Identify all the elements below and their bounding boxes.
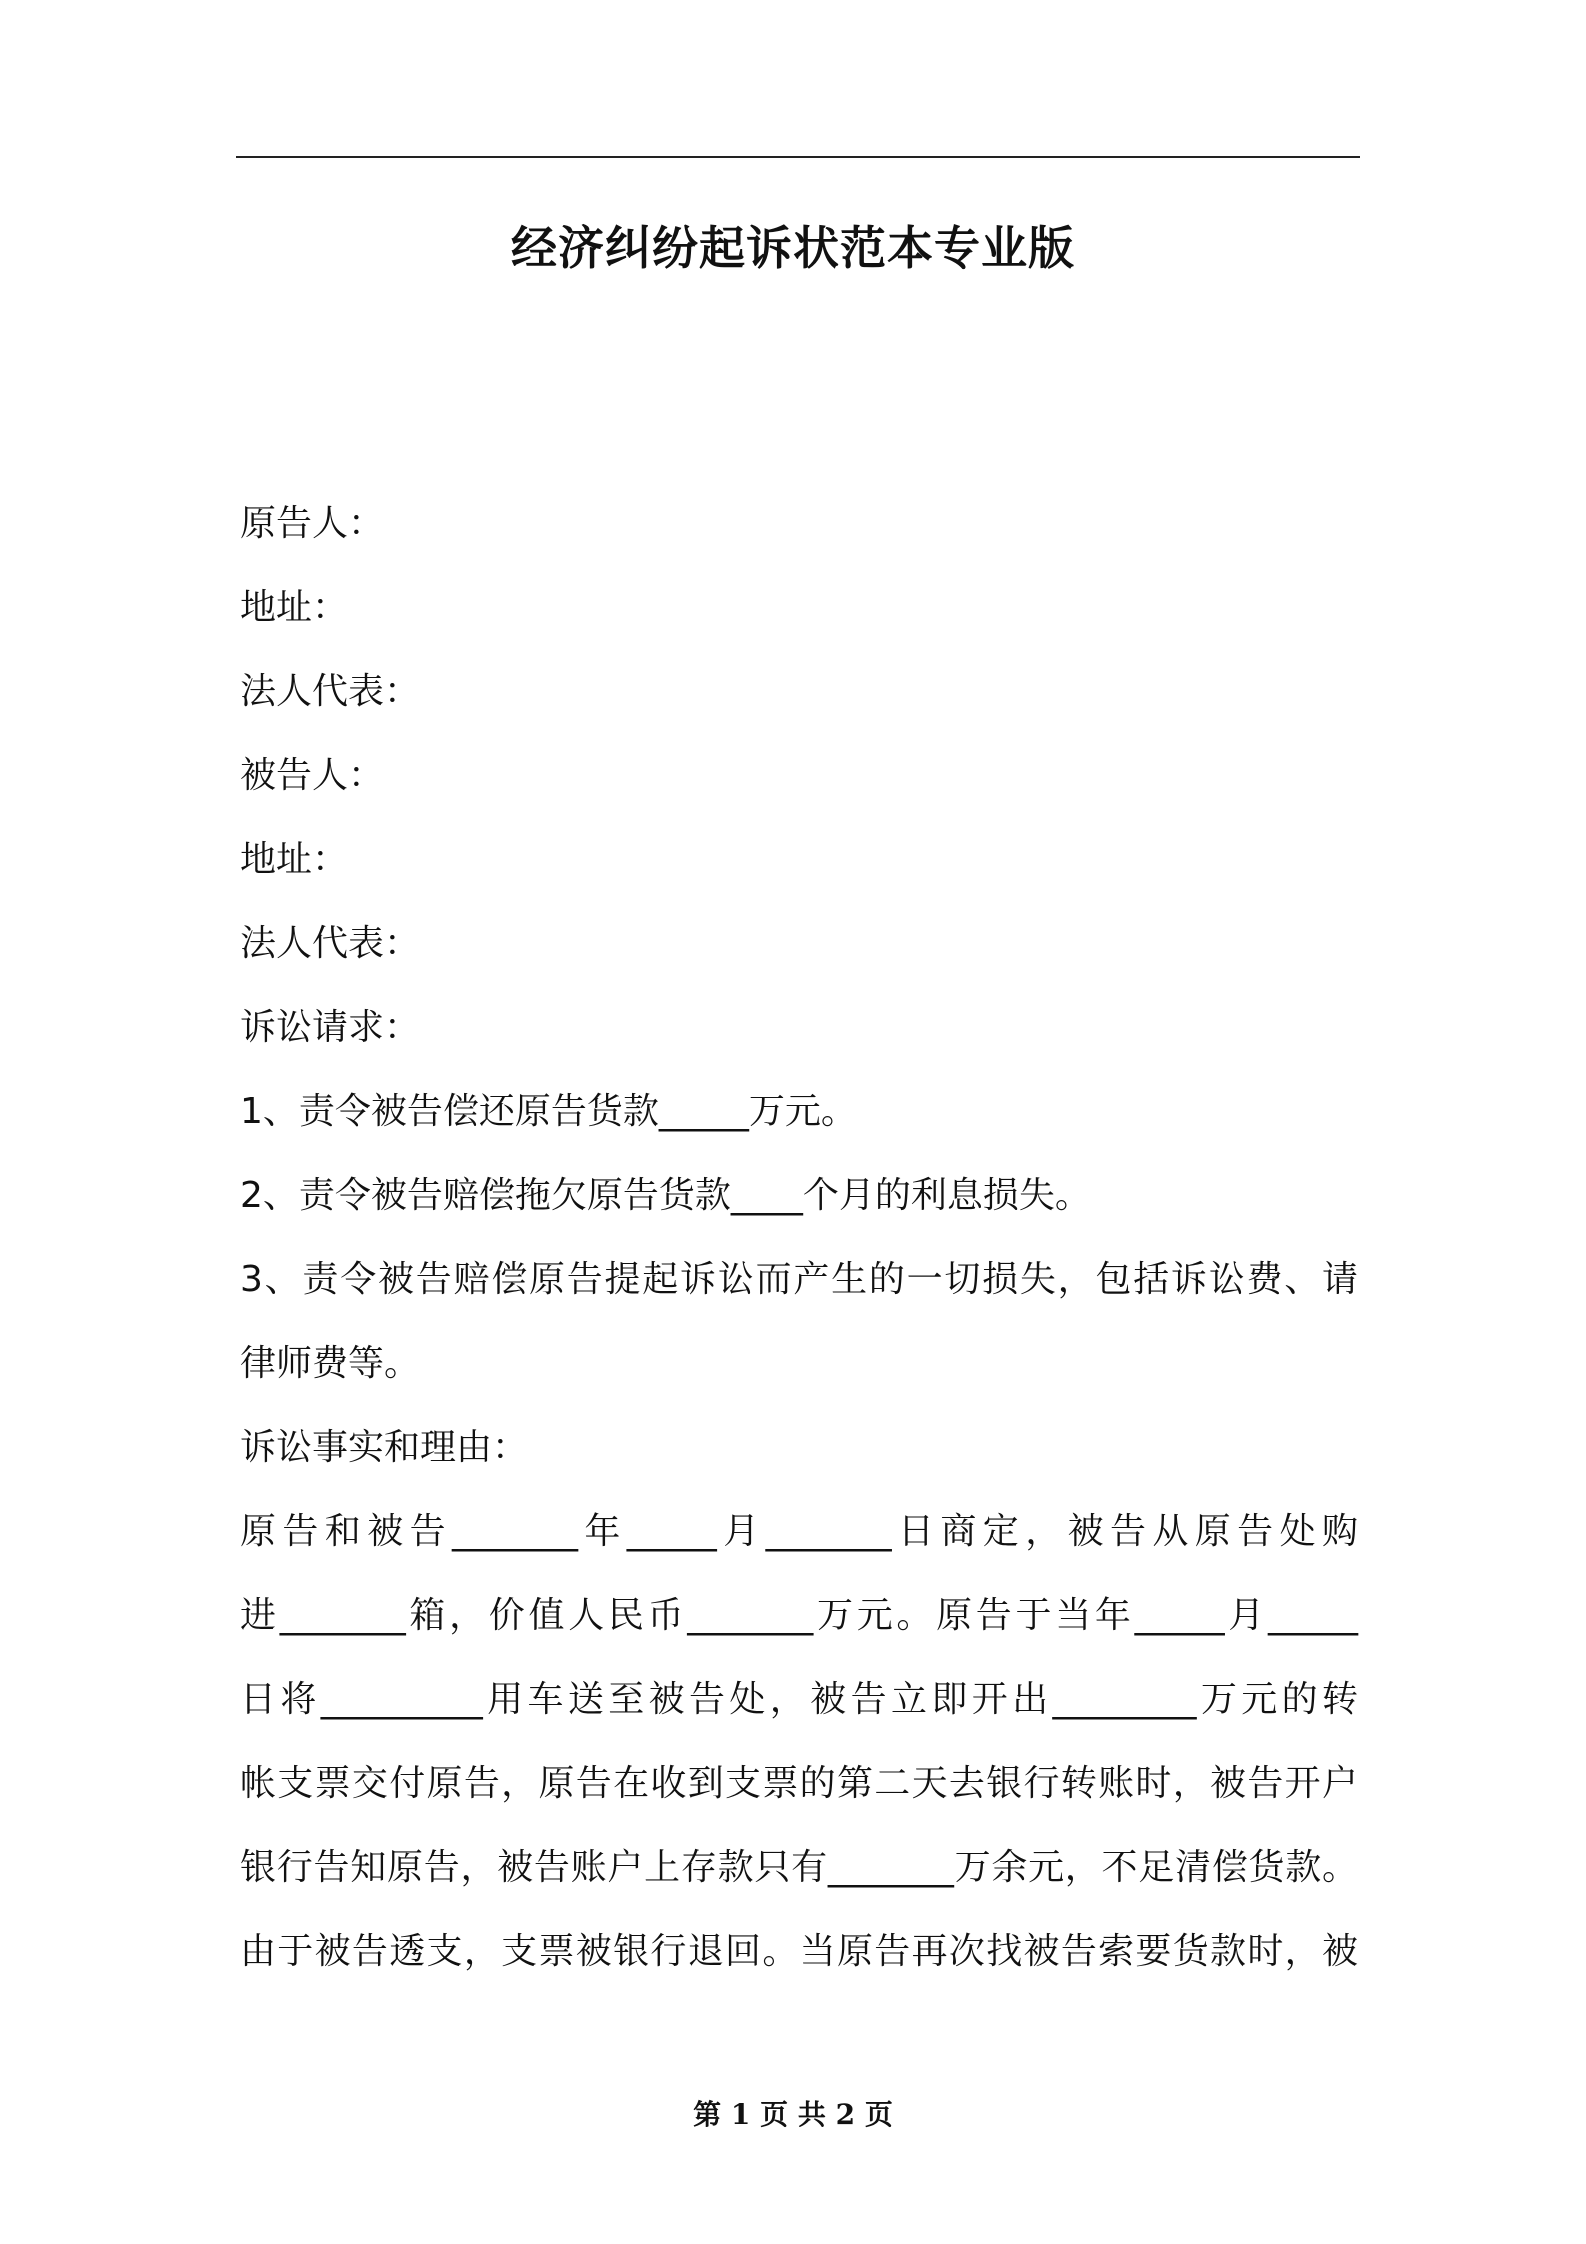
defendant-address-label: 地址： [240, 839, 349, 880]
facts-paragraph-line: 原告和被告_______年_____月_______日商定，被告从原告处购 [240, 1511, 1358, 1552]
facts-paragraph-line: 帐支票交付原告，原告在收到支票的第二天去银行转账时，被告开户 [240, 1763, 1358, 1804]
claim-item-3-continued: 律师费等。 [240, 1343, 421, 1384]
claims-heading: 诉讼请求： [240, 1007, 421, 1048]
facts-paragraph-line: 银行告知原告，被告账户上存款只有_______万余元，不足清偿货款。 [240, 1847, 1358, 1888]
defendant-label: 被告人： [240, 755, 385, 796]
claim-item-1: 1、责令被告偿还原告货款_____万元。 [240, 1091, 857, 1132]
document-title: 经济纠纷起诉状范本专业版 [511, 221, 1075, 275]
plaintiff-label: 原告人： [240, 503, 385, 544]
page-number-footer: 第 1 页 共 2 页 [693, 2098, 893, 2131]
facts-paragraph-line: 进_______箱，价值人民币_______万元。原告于当年_____月_____ [240, 1595, 1358, 1636]
plaintiff-legal-rep-label: 法人代表： [240, 671, 421, 712]
header-rule [236, 156, 1360, 158]
document-body [240, 482, 1358, 1994]
defendant-legal-rep-label: 法人代表： [240, 923, 421, 964]
claim-item-2: 2、责令被告赔偿拖欠原告货款____个月的利息损失。 [240, 1175, 1091, 1216]
plaintiff-address-label: 地址： [240, 587, 349, 628]
claim-item-3: 3、责令被告赔偿原告提起诉讼而产生的一切损失，包括诉讼费、请 [240, 1259, 1358, 1300]
facts-paragraph-line: 日将_________用车送至被告处，被告立即开出________万元的转 [240, 1679, 1358, 1720]
facts-heading: 诉讼事实和理由： [240, 1427, 529, 1468]
facts-paragraph-line: 由于被告透支，支票被银行退回。当原告再次找被告索要货款时，被 [240, 1931, 1358, 1972]
